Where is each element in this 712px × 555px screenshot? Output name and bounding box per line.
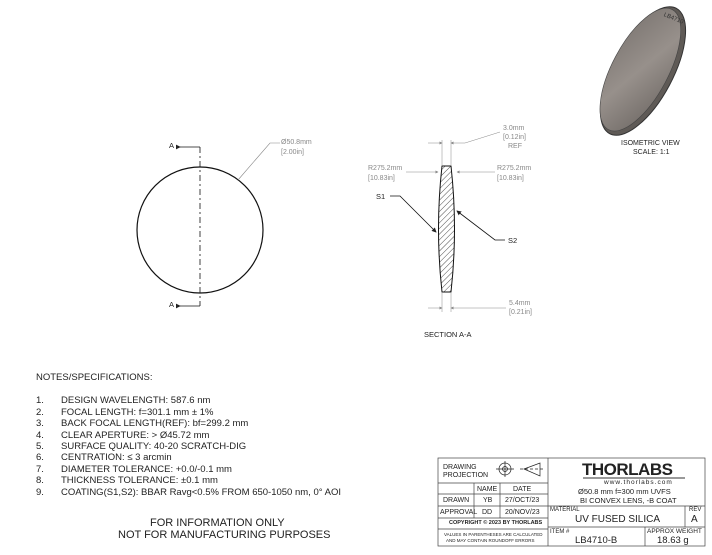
- note-item: 3. BACK FOCAL LENGTH(REF): bf=299.2 mm: [36, 418, 249, 429]
- surface-s2-label: S2: [508, 236, 518, 245]
- center-thickness-inch: [0.12in]: [503, 134, 526, 141]
- copyright-notice: COPYRIGHT © 2023 BY THORLABS: [449, 520, 543, 526]
- rev-label: REV: [689, 507, 702, 513]
- rev-value: A: [691, 514, 698, 525]
- approval-date: 20/NOV/23: [505, 509, 540, 516]
- edge-thickness-dimension: 5.4mm: [509, 300, 531, 307]
- note-item: 4. CLEAR APERTURE: > Ø45.72 mm: [36, 430, 210, 441]
- material-value: UV FUSED SILICA: [575, 514, 661, 525]
- isometric-lens: [582, 0, 703, 148]
- section-view-title: SECTION A-A: [424, 330, 472, 339]
- radius-s1-dimension: R275.2mm: [368, 165, 403, 172]
- material-label: MATERIAL: [550, 507, 580, 513]
- item-number: LB4710-B: [575, 535, 618, 546]
- note-item: 1. DESIGN WAVELENGTH: 587.6 nm: [36, 395, 211, 406]
- part-description: Ø50.8 mm f=300 mm UVFS: [578, 487, 671, 496]
- date-column-header: DATE: [513, 486, 532, 493]
- weight-label: APPROX WEIGHT: [647, 528, 702, 535]
- drawn-date: 27/OCT/23: [505, 497, 540, 504]
- weight-value: 18.63 g: [657, 535, 689, 546]
- approval-label: APPROVAL: [440, 509, 478, 516]
- radius-s1-inch: [10.83in]: [368, 175, 395, 182]
- isometric-title: ISOMETRIC VIEW: [621, 140, 680, 147]
- note-item: 9. COATING(S1,S2): BBAR Ravg<0.5% FROM 650-1050 nm, 0° AOI: [36, 487, 342, 498]
- diameter-dimension: Ø50.8mm: [281, 139, 312, 146]
- note-item: 2. FOCAL LENGTH: f=301.1 mm ± 1%: [36, 407, 214, 418]
- approval-name: DD: [482, 509, 493, 516]
- center-thickness-ref: REF: [508, 143, 522, 150]
- diameter-leader: [238, 143, 280, 180]
- center-thickness-dimension: 3.0mm: [503, 125, 525, 132]
- section-marker-top: A: [169, 141, 175, 150]
- note-item: 6. CENTRATION: ≤ 3 arcmin: [36, 452, 172, 463]
- projection-label-2: PROJECTION: [443, 472, 489, 479]
- isometric-engraving: LB4710: [662, 12, 685, 26]
- notes-title: NOTES/SPECIFICATIONS:: [36, 372, 153, 383]
- not-for-manufacturing-notice: NOT FOR MANUFACTURING PURPOSES: [118, 529, 331, 541]
- lens-section-profile: [439, 166, 455, 292]
- drawn-name: YB: [483, 497, 493, 504]
- radius-s2-dimension: R275.2mm: [497, 165, 532, 172]
- disclaimer-2: AND MAY CONTAIN ROUNDOFF ERRORS: [446, 538, 535, 543]
- part-description-2: BI CONVEX LENS, -B COAT: [580, 496, 677, 505]
- note-item: 7. DIAMETER TOLERANCE: +0.0/-0.1 mm: [36, 464, 232, 475]
- isometric-scale: SCALE: 1:1: [633, 149, 670, 156]
- info-only-notice: FOR INFORMATION ONLY: [150, 517, 285, 529]
- thorlabs-logo: THORLABS: [582, 460, 673, 479]
- drawn-label: DRAWN: [443, 497, 470, 504]
- diameter-dimension-inch: [2.00in]: [281, 149, 304, 156]
- edge-thickness-inch: [0.21in]: [509, 309, 532, 316]
- disclaimer: VALUES IN PARENTHESES ARE CALCULATED: [444, 532, 543, 537]
- note-item: 8. THICKNESS TOLERANCE: ±0.1 mm: [36, 475, 218, 486]
- note-item: 5. SURFACE QUALITY: 40-20 SCRATCH-DIG: [36, 441, 247, 452]
- section-marker-bottom: A: [169, 300, 175, 309]
- name-column-header: NAME: [477, 486, 498, 493]
- item-label: ITEM #: [550, 529, 570, 535]
- surface-s1-label: S1: [376, 192, 386, 201]
- projection-label: DRAWING: [443, 464, 477, 471]
- website: www.thorlabs.com: [604, 479, 673, 486]
- radius-s2-inch: [10.83in]: [497, 175, 524, 182]
- projection-symbol: [496, 461, 543, 477]
